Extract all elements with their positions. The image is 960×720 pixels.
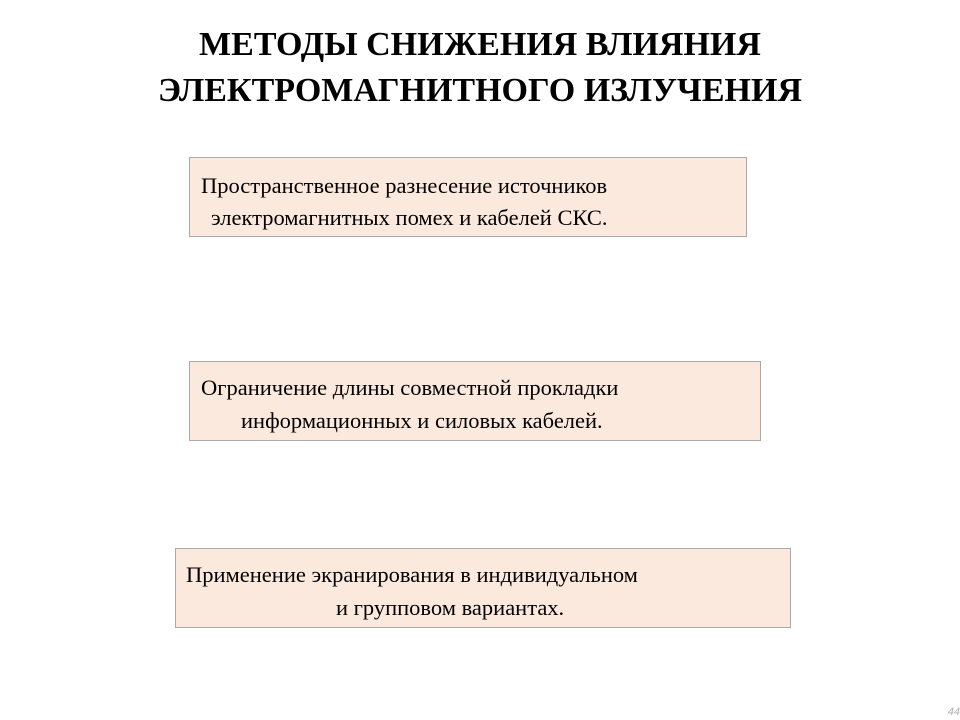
method-1-line-2: электромагнитных помех и кабелей СКС. — [211, 205, 608, 230]
title-line-1: МЕТОДЫ СНИЖЕНИЯ ВЛИЯНИЯ — [199, 26, 761, 63]
page-number: 44 — [947, 706, 960, 718]
method-3-line-2: и групповом вариантах. — [336, 595, 565, 620]
method-box-length-limitation — [189, 361, 761, 441]
method-1-line-1: Пространственное разнесение источников — [201, 173, 608, 198]
method-3-line-1: Применение экранирования в индивидуальном — [186, 562, 638, 587]
title-line-2: ЭЛЕКТРОМАГНИТНОГО ИЗЛУЧЕНИЯ — [157, 72, 802, 109]
method-box-spatial-separation — [189, 157, 747, 237]
slide-title — [120, 22, 840, 114]
method-2-line-1: Ограничение длины совместной прокладки — [201, 375, 619, 400]
method-2-line-2: информационных и силовых кабелей. — [241, 408, 603, 433]
method-box-shielding — [175, 548, 791, 628]
